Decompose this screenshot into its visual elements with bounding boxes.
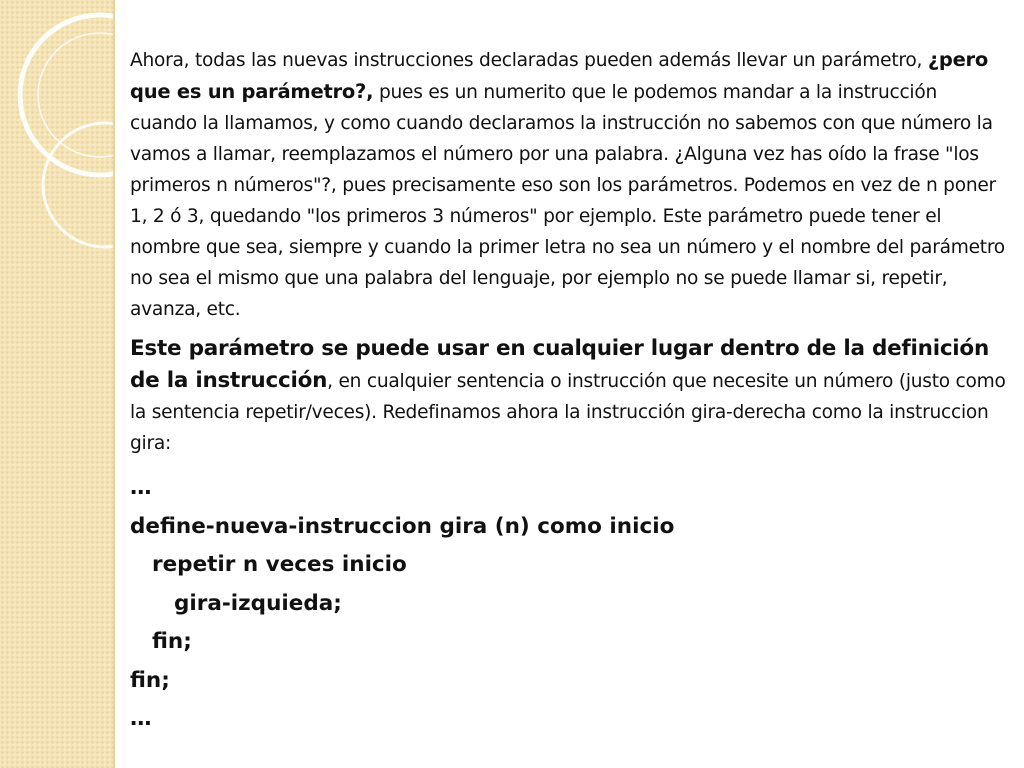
- paragraph-1-emphasis: ¿pero que es un parámetro?,: [130, 48, 989, 103]
- decorative-circle-small: [43, 123, 113, 247]
- paragraph-2-text: , en cualquier sentencia o instrucción que necesite un número (justo como la sentencia repetir/veces). Redefinamos ahora la instrucción gira-derecha como la instruccion gira:: [130, 371, 1006, 454]
- decorative-side-band: [0, 0, 113, 768]
- paragraph-1-text-b: pues es un numerito que le podemos mandar a la instrucción cuando la llamamos, y como cuando declaramos la instrucción no sabemos con que número la vamos a llamar, reemplazamos el número por una palabra. ¿Alguna vez has oído la frase "los primeros n números"?, pues precisamente eso son los parámetros. Podemos en vez de n poner 1, 2 ó 3, quedando "los primeros 3 números" por ejemplo. Este parámetro puede tener el nombre que sea, siempre y cuando la primer letra no sea un número y el nombre del parámetro no sea el mismo que una palabra del lenguaje, por ejemplo no se puede llamar si, repetir, avanza, etc.: [130, 82, 1005, 320]
- code-line-ellipsis-start: …: [130, 475, 152, 500]
- side-divider: [113, 0, 115, 768]
- paragraph-parametro-usage: [130, 333, 1008, 459]
- decorative-circle-large: [20, 15, 113, 175]
- paragraph-2-emphasis: Este parámetro se puede usar en cualquier lugar dentro de la definición de la instrucción: [130, 336, 990, 393]
- code-example: [130, 469, 1008, 739]
- code-line-ellipsis-end: …: [130, 706, 152, 731]
- code-line-repetir: repetir n veces inicio: [152, 552, 407, 577]
- slide-content: [130, 44, 1008, 739]
- decorative-circle-inner: [38, 33, 113, 157]
- decorative-circles: [0, 0, 113, 768]
- code-line-fin-outer: fin;: [130, 667, 170, 693]
- paragraph-1-text-a: Ahora, todas las nuevas instrucciones declaradas pueden además llevar un parámetro,: [130, 50, 928, 71]
- code-line-define: define-nueva-instruccion gira (n) como inicio: [130, 513, 675, 539]
- code-line-gira-izquieda: gira-izquieda;: [174, 590, 342, 616]
- code-line-fin-inner: fin;: [152, 629, 192, 654]
- paragraph-parametro-definition: [130, 44, 1008, 325]
